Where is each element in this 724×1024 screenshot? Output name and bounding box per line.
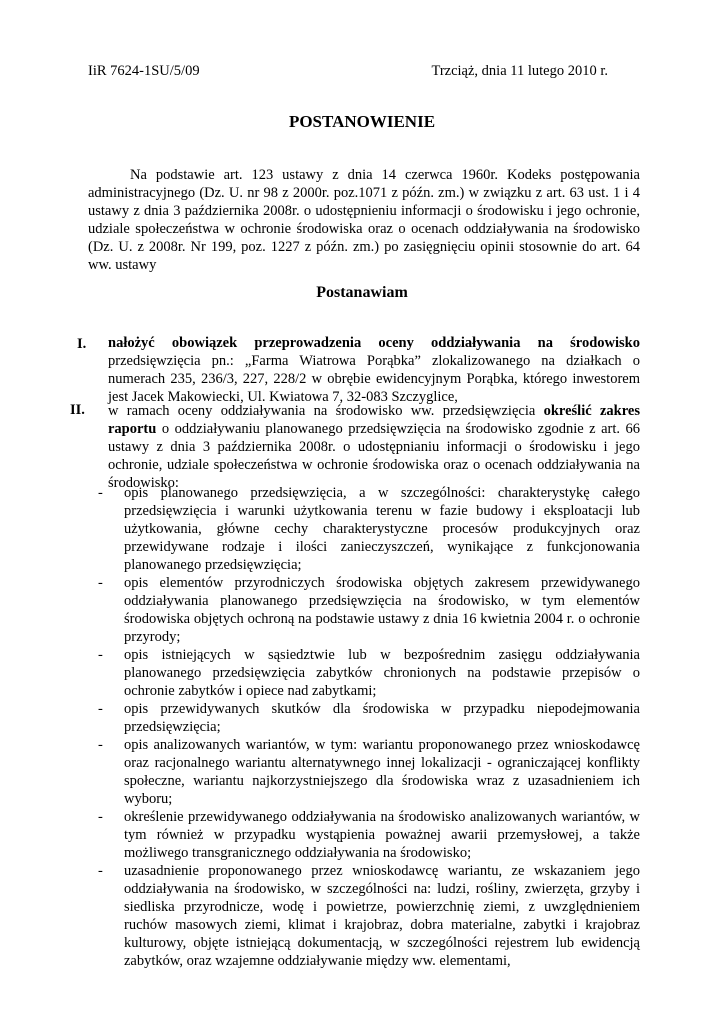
bullet-dash: - [98, 737, 103, 753]
document-title: POSTANOWIENIE [288, 112, 436, 131]
bullet-text: uzasadnienie proponowanego przez wnioskodawcę wariantu, ze wskazaniem jego oddziaływania na środowisko, w szczególności na: ludzi, rośliny, zwierzęta, grzyby i siedliska przyrodnicze, wodę i powietrze, powierzchnię ziemi, z uwzględnieniem ruchów masowych ziemi, klimat i krajobraz, dobra materialne, zabytki i krajobraz kulturowy, objęte istniejącą dokumentacją, w szczególności rejestrem lub ewidencją zabytków, oraz wzajemne oddziaływanie między ww. elementami, [124, 863, 640, 969]
list-item [98, 574, 640, 646]
decision-heading: Postanawiam [316, 284, 408, 301]
item-1-rest: przedsięwzięcia pn.: „Farma Wiatrowa Porąbka” zlokalizowanego na działkach o numerach 235, 236/3, 227, 228/2 w obrębie ewidencyjnym Porąbka, którego inwestorem jest Jacek Makowiecki, Ul. Kwiatowa 7, 32-083 Szczyglice, [108, 353, 640, 405]
item-2-before: w ramach oceny oddziaływania na środowisko ww. przedsięwzięcia [108, 403, 544, 419]
bullet-text: opis istniejących w sąsiedztwie lub w bezpośrednim zasięgu oddziaływania planowanego przedsięwzięcia zabytków chronionych na podstawie przepisów o ochronie zabytków i opiece nad zabytkami; [124, 647, 640, 699]
bullet-dash: - [98, 863, 103, 879]
item-text-1 [108, 334, 640, 406]
intro-paragraph: Na podstawie art. 123 ustawy z dnia 14 czerwca 1960r. Kodeks postępowania administracyjnego (Dz. U. nr 98 z 2000r. poz.1071 z późn. zm.) w związku z art. 63 ust. 1 i 4 ustawy z dnia 3 października 2008r. o udostępnieniu informacji o środowisku i jego ochronie, udziale społeczeństwa w ochronie środowiska oraz o ocenach oddziaływania na środowisko (Dz. U. z 2008r. Nr 199, poz. 1227 z późn. zm.) po zasięgnięciu opinii stosownie do art. 64 ww. ustawy [88, 167, 640, 273]
list-item [98, 736, 640, 808]
bullet-dash: - [98, 485, 103, 501]
scope-bullet-list [98, 484, 640, 970]
bullet-dash: - [98, 701, 103, 717]
item-2-bold: określić zakres raportu [108, 403, 640, 437]
item-text-2 [108, 402, 640, 492]
item-1-bold: nałożyć obowiązek przeprowadzenia oceny oddziaływania na środowisko [108, 335, 640, 351]
bullet-dash: - [98, 809, 103, 825]
bullet-dash: - [98, 647, 103, 663]
item-2-after: o oddziaływaniu planowanego przedsięwzięcia na środowisko zgodnie z art. 66 ustawy z dnia 3 października 2008r. o udostępnianiu informacji o środowisku i jego ochronie, udziale społeczeństwa w ochronie środowiska oraz o ocenach oddziaływania na środowisko: [108, 421, 640, 491]
place-and-date: Trzciąż, dnia 11 lutego 2010 r. [431, 63, 608, 79]
item-numeral-2: II. [70, 402, 85, 418]
list-item [98, 646, 640, 700]
list-item [98, 808, 640, 862]
list-item [98, 484, 640, 574]
item-numeral-1: I. [77, 336, 87, 352]
case-reference: IiR 7624-1SU/5/09 [88, 63, 200, 79]
bullet-dash: - [98, 575, 103, 591]
bullet-text: opis analizowanych wariantów, w tym: wariantu proponowanego przez wnioskodawcę oraz racjonalnego wariantu alternatywnego innej lokalizacji - ograniczającej konflikty społeczne, wariantu najkorzystniejszego dla środowiska wraz z uzasadnieniem ich wyboru; [124, 737, 640, 807]
bullet-text: opis przewidywanych skutków dla środowiska w przypadku niepodejmowania przedsięwzięcia; [124, 701, 640, 735]
list-item [98, 700, 640, 736]
bullet-text: opis planowanego przedsięwzięcia, a w szczególności: charakterystykę całego przedsięwzięcia i warunki użytkowania terenu w fazie budowy i eksploatacji lub użytkowania, główne cechy charakterystyczne procesów produkcyjnych oraz przewidywane rodzaje i ilości zanieczyszczeń, wynikające z funkcjonowania planowanego przedsięwzięcia; [124, 485, 640, 573]
list-item [98, 862, 640, 970]
bullet-text: określenie przewidywanego oddziaływania na środowisko analizowanych wariantów, w tym również w przypadku wystąpienia poważnej awarii przemysłowej, a także możliwego transgranicznego oddziaływania na środowisko; [124, 809, 640, 861]
bullet-text: opis elementów przyrodniczych środowiska objętych zakresem przewidywanego oddziaływania planowanego przedsięwzięcia na środowisko, w tym elementów środowiska objętych ochroną na podstawie ustawy z dnia 16 kwietnia 2004 r. o ochronie przyrody; [124, 575, 640, 645]
